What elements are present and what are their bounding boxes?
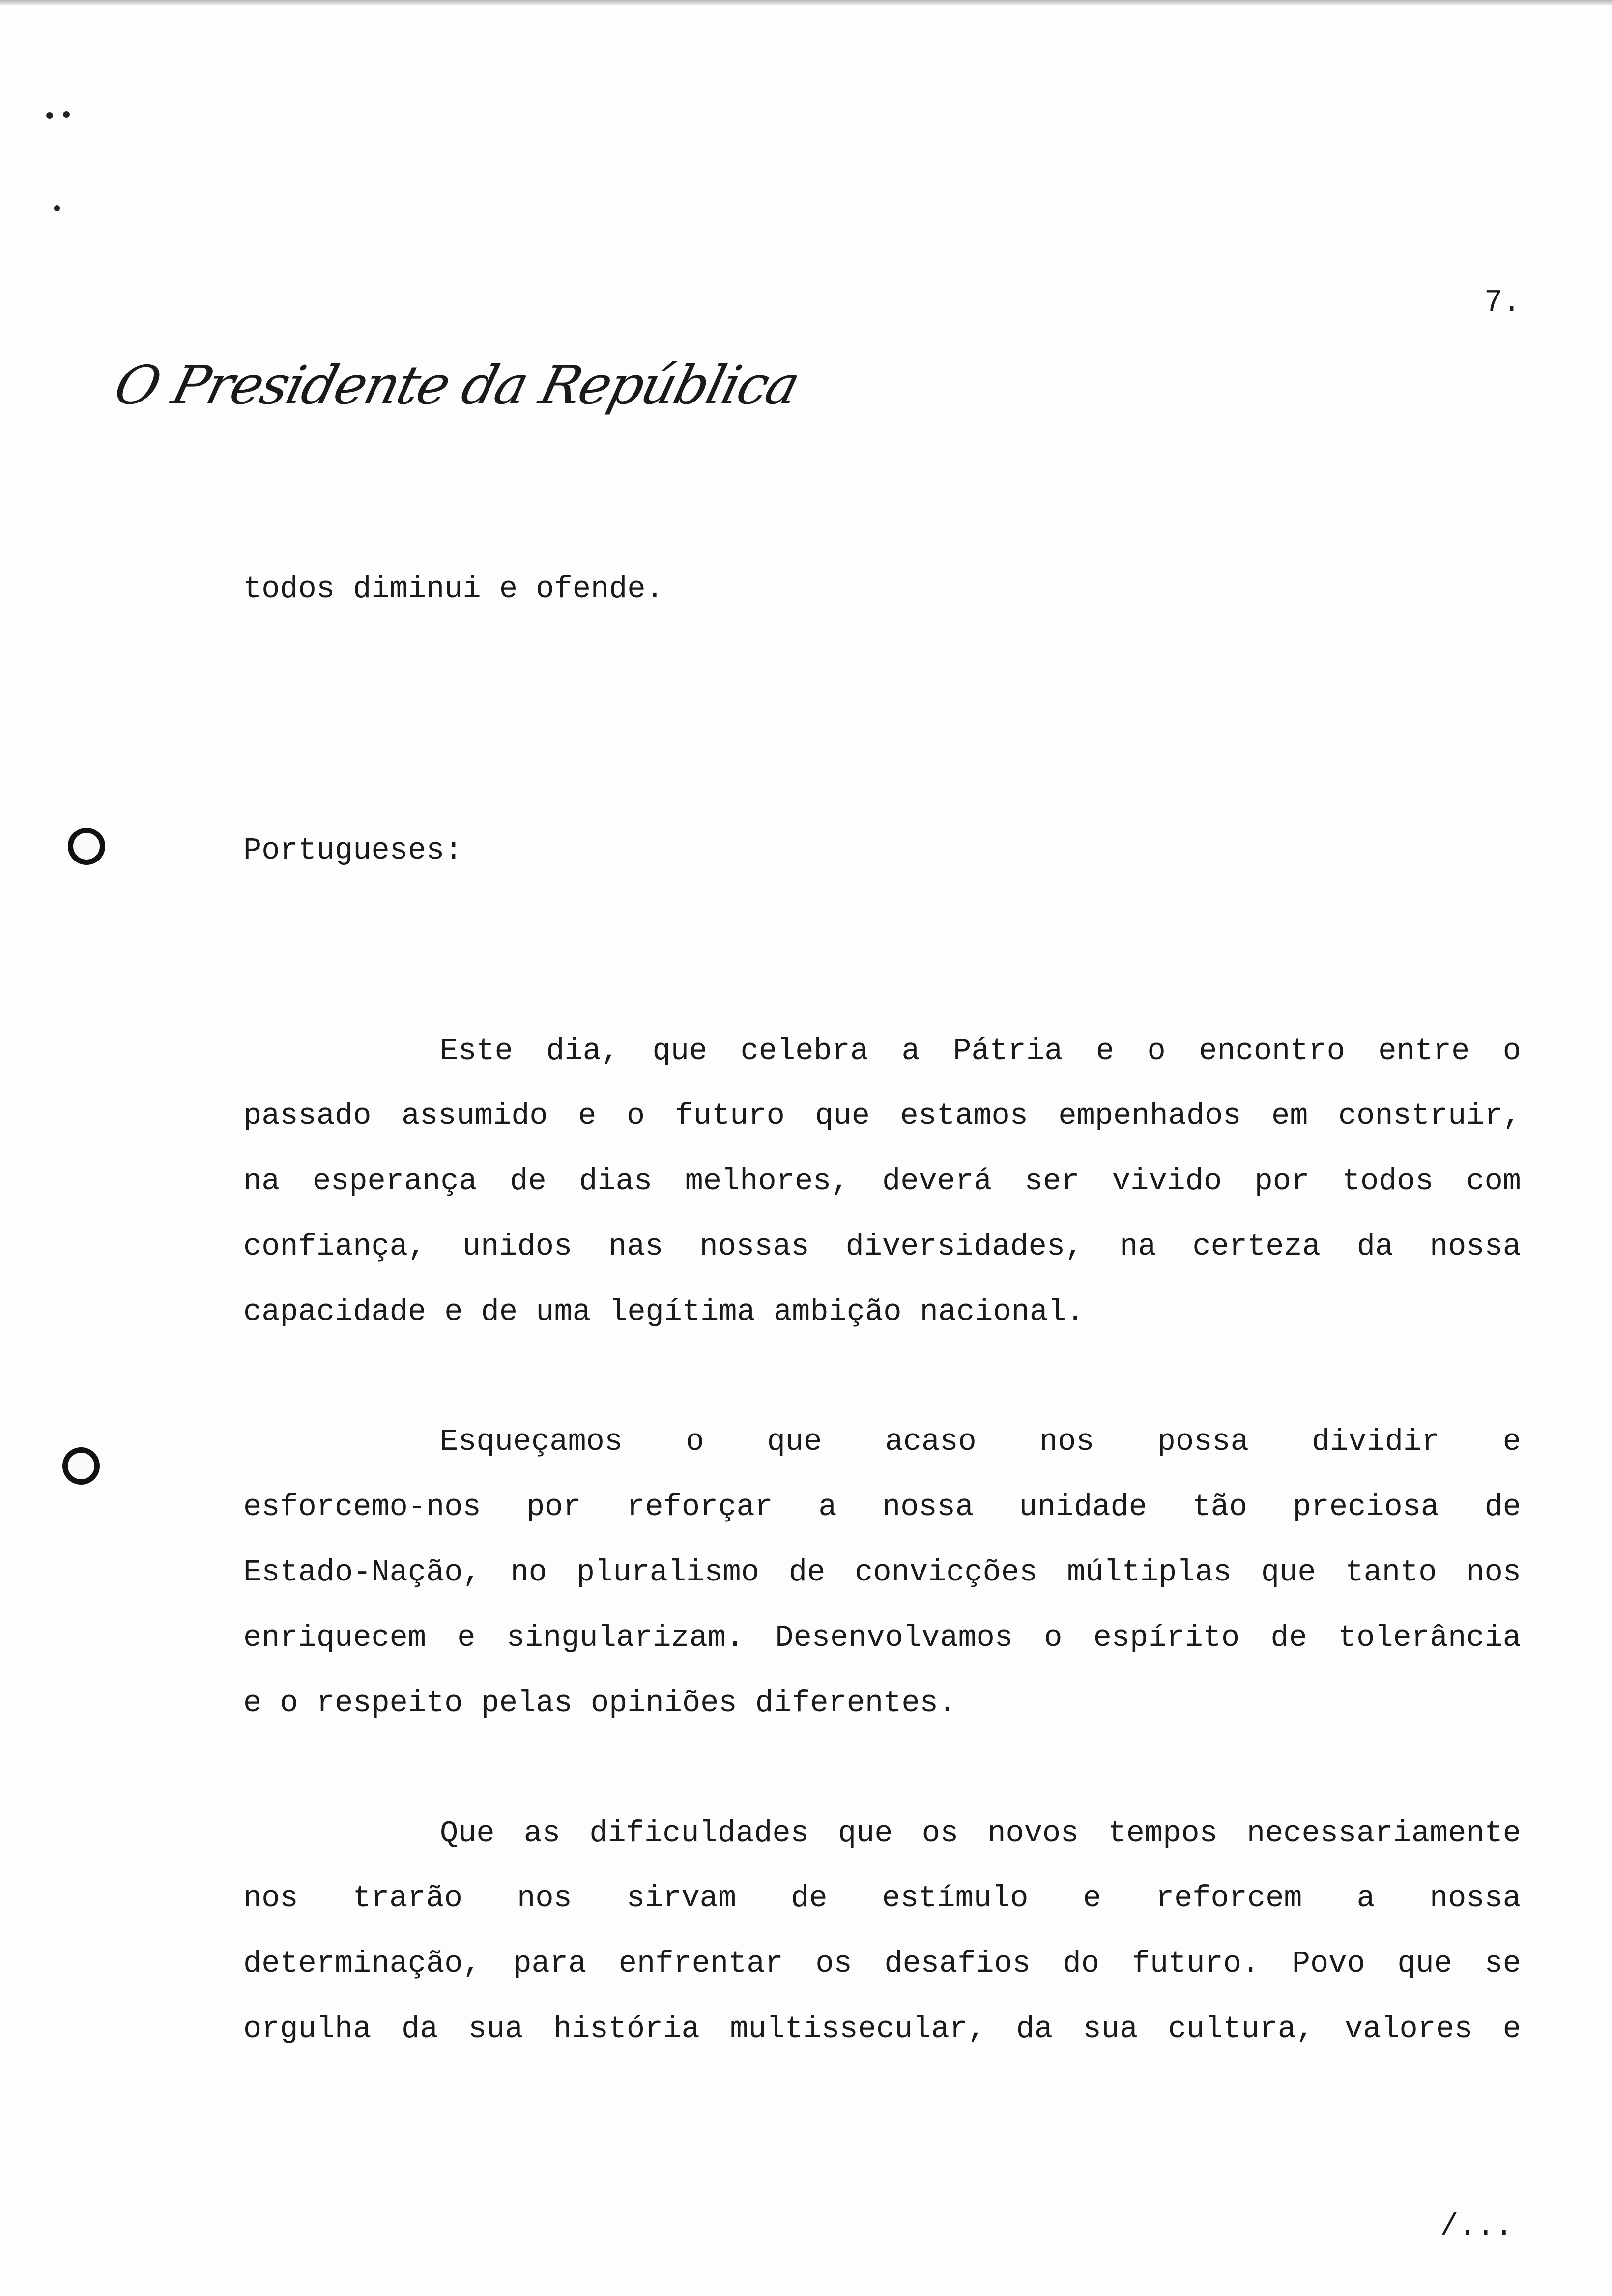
paragraph-4-line: orgulha da sua história multissecular, da sua cultura, valores e (243, 2011, 1521, 2046)
paragraph-3-line: Esqueçamos o que acaso nos possa dividir e (440, 1424, 1521, 1459)
paragraph-4-line: Que as dificuldades que os novos tempos necessariamente (440, 1816, 1521, 1851)
paragraph-3-line: Estado-Nação, no pluralismo de convicções múltiplas que tanto nos (243, 1555, 1521, 1590)
scan-top-edge (0, 0, 1612, 5)
paragraph-2-line: na esperança de dias melhores, deverá ser vivido por todos com (243, 1164, 1521, 1199)
paragraph-4-line: nos trarão nos sirvam de estímulo e reforcem a nossa (243, 1881, 1521, 1916)
letterhead-signature: O Presidente da República (108, 355, 805, 416)
scan-speck (54, 205, 60, 211)
scan-speck (63, 111, 70, 118)
paragraph-4-line: determinação, para enfrentar os desafios do futuro. Povo que se (243, 1946, 1521, 1981)
scan-speck (46, 112, 53, 119)
paragraph-3-line: esforcemo-nos por reforçar a nossa unidade tão preciosa de (243, 1490, 1521, 1524)
paragraph-2-line: passado assumido e o futuro que estamos empenhados em construir, (243, 1098, 1521, 1133)
salutation: Portugueses: (243, 833, 463, 868)
continuation-mark: /... (1440, 2209, 1513, 2244)
paragraph-3-line: e o respeito pelas opiniões diferentes. (243, 1686, 957, 1721)
paragraph-2-line: confiança, unidos nas nossas diversidades, na certeza da nossa (243, 1229, 1521, 1264)
punch-hole-upper (68, 828, 105, 865)
paragraph-1-line: todos diminui e ofende. (243, 572, 664, 606)
punch-hole-lower (62, 1447, 100, 1485)
paragraph-3-line: enriquecem e singularizam. Desenvolvamos o espírito de tolerância (243, 1620, 1521, 1655)
paragraph-2-line: capacidade e de uma legítima ambição nacional. (243, 1294, 1085, 1329)
paragraph-2-line: Este dia, que celebra a Pátria e o encontro entre o (440, 1033, 1521, 1068)
page-number: 7. (1484, 285, 1521, 320)
